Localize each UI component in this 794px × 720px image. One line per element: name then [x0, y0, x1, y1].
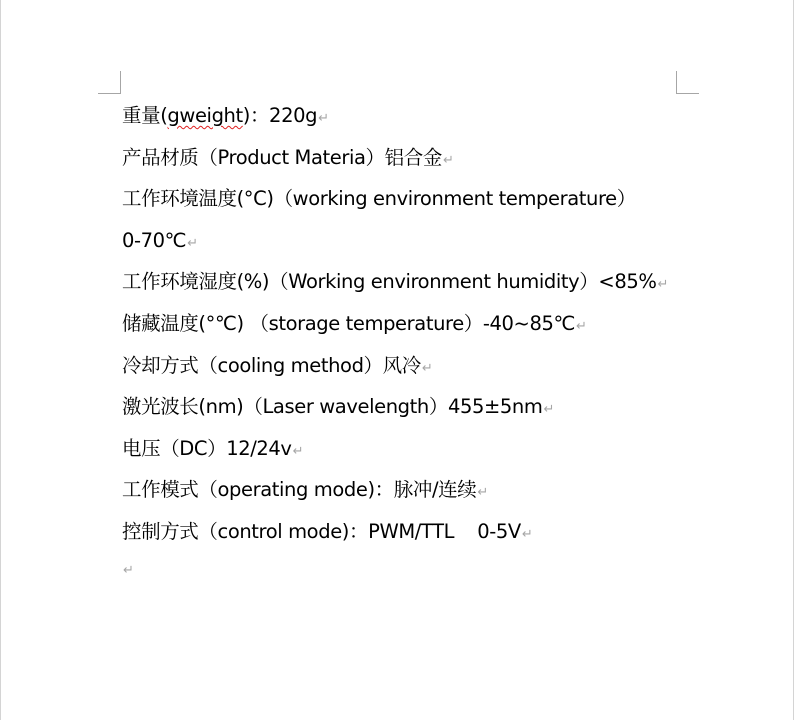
- paragraph-humidity[interactable]: [122, 261, 697, 303]
- paragraph-text: 产品材质（Product Materia）铝合金: [122, 145, 442, 169]
- margin-corner-top-right: [676, 71, 699, 94]
- paragraph-text: 储藏温度(°℃) （storage temperature）-40~85℃: [122, 311, 576, 335]
- document-body[interactable]: [122, 95, 697, 583]
- paragraph-mark-icon: ↵: [292, 443, 304, 459]
- paragraph-text-line-1: 工作环境温度(°C)（working environment temperature）: [122, 187, 636, 211]
- paragraph-storage-temperature[interactable]: [122, 303, 697, 345]
- paragraph-weight[interactable]: [122, 95, 697, 137]
- paragraph-mark-icon: ↵: [521, 526, 533, 542]
- working-temperature-value: 0-70℃: [122, 228, 187, 252]
- paragraph-text: 冷却方式（cooling method）风冷: [122, 353, 421, 377]
- paragraph-text: 控制方式（control mode)：PWM/TTL 0-5V: [122, 519, 521, 543]
- paragraph-voltage[interactable]: [122, 428, 697, 470]
- paragraph-operating-mode[interactable]: [122, 469, 697, 511]
- paragraph-mark-icon: ↵: [576, 318, 587, 334]
- paragraph-text: 工作模式（operating mode)：脉冲/连续: [122, 478, 477, 502]
- paragraph-mark-icon: ↵: [421, 360, 433, 376]
- weight-label-start: 重量(: [122, 104, 168, 127]
- weight-value: )：220g: [242, 104, 318, 127]
- paragraph-text: 工作环境湿度(%)（Working environment humidity）<85%: [122, 270, 657, 294]
- paragraph-material[interactable]: [122, 137, 697, 179]
- paragraph-cooling-method[interactable]: [122, 345, 697, 387]
- paragraph-mark-icon: ↵: [543, 402, 555, 418]
- paragraph-text-line-2: [122, 220, 697, 262]
- margin-corner-top-left: [98, 71, 121, 94]
- paragraph-laser-wavelength[interactable]: [122, 386, 697, 428]
- paragraph-text: 电压（DC）12/24v: [122, 436, 292, 460]
- paragraph-mark-icon: ↵: [123, 562, 134, 578]
- paragraph-mark-icon: ↵: [442, 152, 454, 168]
- paragraph-mark-icon: ↵: [477, 485, 489, 501]
- paragraph-working-temperature[interactable]: [122, 178, 697, 261]
- paragraph-empty[interactable]: [122, 553, 697, 583]
- paragraph-mark-icon: ↵: [187, 235, 199, 251]
- paragraph-mark-icon: ↵: [318, 111, 329, 126]
- misspelled-word[interactable]: gweight: [167, 104, 243, 127]
- paragraph-control-mode[interactable]: [122, 511, 697, 553]
- paragraph-text: 激光波长(nm)（Laser wavelength）455±5nm: [122, 395, 543, 419]
- paragraph-mark-icon: ↵: [657, 277, 669, 293]
